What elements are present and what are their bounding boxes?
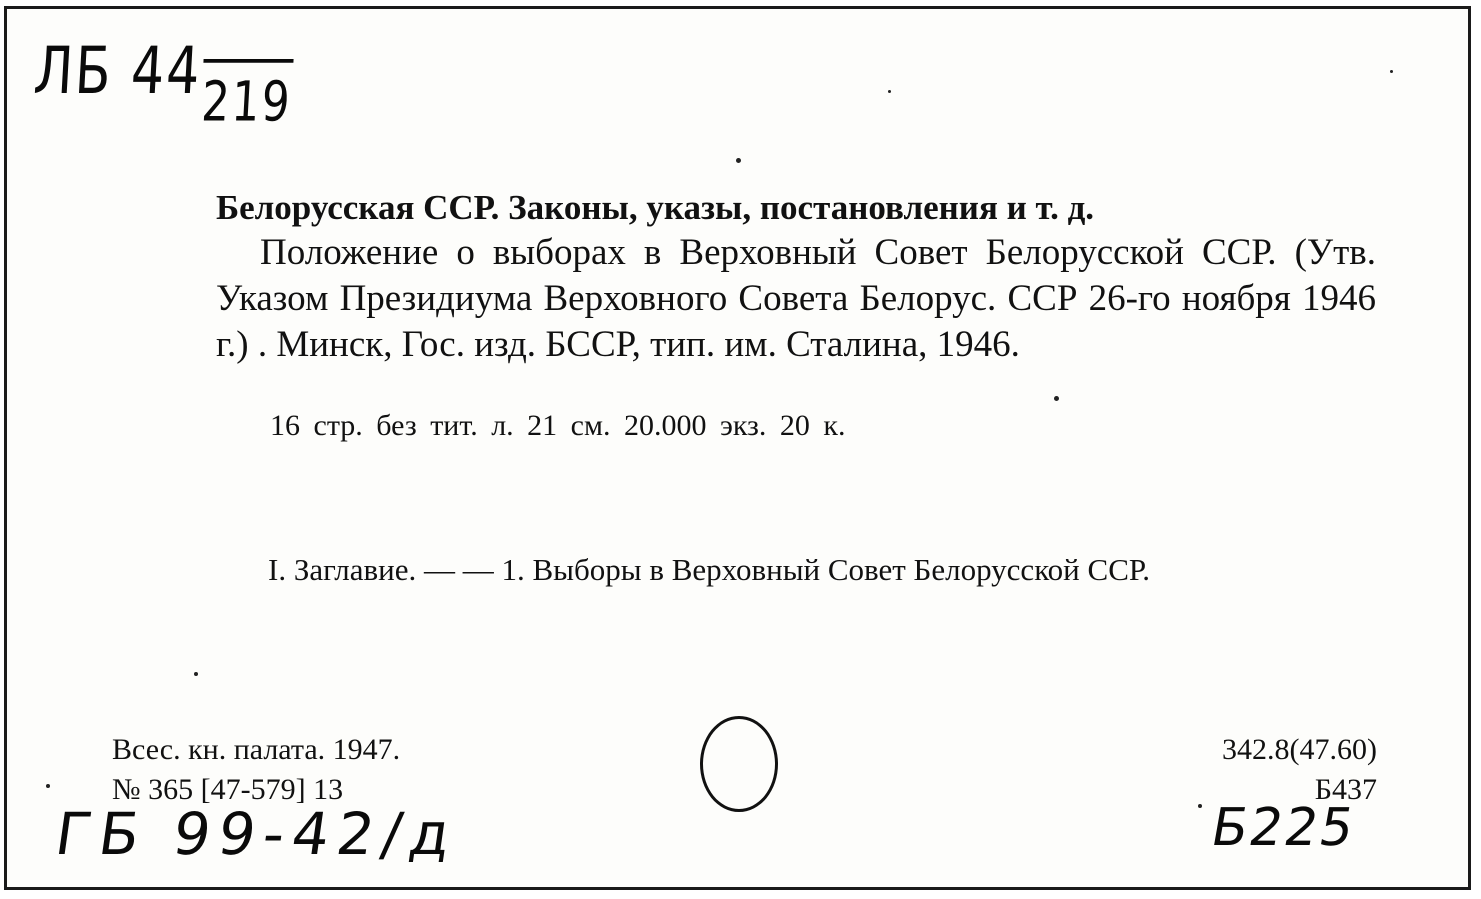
entry-title-imprint: Положение о выборах в Верховный Совет Белорусской ССР. (Утв. Указом Президиума Верховного Совета Белорус. ССР 26-го ноября 1946 г.) . Минск, Гос. изд. БССР, тип. им. Сталина, 1946. [216,232,1376,365]
speck [1198,804,1202,808]
handwritten-shelfmark-bottom-left: ГБ 99-42/д [51,800,463,868]
author-mark: Б437 [1314,773,1377,806]
punch-hole [700,716,778,812]
speck [46,784,50,788]
speck [1390,70,1393,73]
handwritten-shelfmark-bottom-right: Б225 [1206,798,1361,858]
book-chamber-block [112,730,400,810]
entry-collation: 16 стр. без тит. л. 21 см. 20.000 экз. 20 к. [270,409,846,442]
shelfmark-top-prefix: ЛБ 44 [31,34,204,109]
speck [888,90,891,93]
shelfmark-top-number: 219 [200,59,294,134]
entry-tracings: I. Заглавие. — — 1. Выборы в Верховный Совет Белорусской ССР. [268,552,1150,587]
handwritten-shelfmark-top [30,34,295,134]
speck [194,672,198,676]
classification-index: 342.8(47.60) [1222,733,1377,766]
book-chamber-line: Всес. кн. палата. 1947. [112,733,401,766]
entry-heading: Белорусская ССР. Законы, указы, постановления и т. д. [216,188,1095,227]
speck [736,158,741,163]
speck [1054,396,1059,401]
book-chamber-number: № 365 [47-579] 13 [112,773,344,806]
